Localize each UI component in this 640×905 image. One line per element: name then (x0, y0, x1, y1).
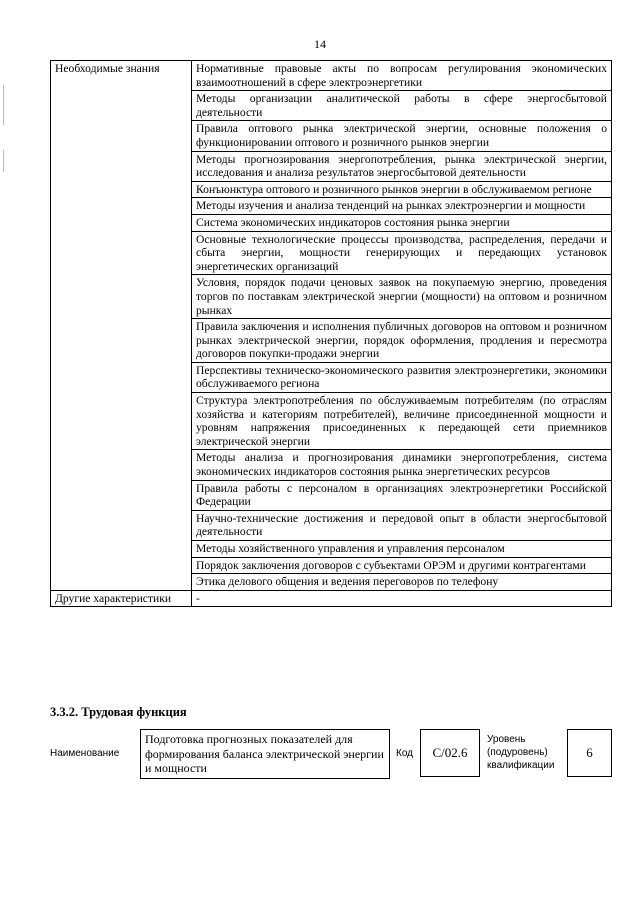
knowledge-item: Перспективы техническо-экономического развития электроэнергетики, экономики обслуживаемого региона (192, 362, 612, 392)
qualification-level-label: Уровень (подуровень) квалификации (487, 734, 555, 771)
knowledge-item: Порядок заключения договоров с субъектами ОРЭМ и другими контрагентами (192, 557, 612, 574)
labor-function-name-label: Наименование (50, 748, 120, 759)
knowledge-item: Методы изучения и анализа тенденций на рынках электроэнергии и мощности (192, 198, 612, 215)
knowledge-item: Методы анализа и прогнозирования динамики энергопотребления, система экономических индикаторов состояния рынка энергетических ресурсов (192, 450, 612, 480)
table-row (51, 590, 612, 607)
scan-margin-mark (3, 150, 4, 172)
knowledge-item: Методы хозяйственного управления и управления персоналом (192, 541, 612, 558)
knowledge-item: Правила заключения и исполнения публичных договоров на оптовом и розничном рынках электрической энергии, порядок оформления, продления и пересмотра договоров покупки-продажи энергии (192, 319, 612, 363)
knowledge-item: Структура электропотребления по обслуживаемым потребителям (по отраслям хозяйства и категориям потребителей), величине присоединенной мощности и уровням напряжения присоединенных к передающей сети приемников электрической энергии (192, 393, 612, 450)
other-characteristics-value: - (192, 590, 612, 607)
knowledge-item: Конъюнктура оптового и розничного рынков энергии в обслуживаемом регионе (192, 181, 612, 198)
page-number: 14 (314, 37, 326, 51)
other-characteristics-label: Другие характеристики (51, 590, 192, 607)
section-heading: 3.3.2. Трудовая функция (50, 705, 187, 719)
knowledge-item: Методы прогнозирования энергопотребления, рынка электрической энергии, исследования и анализа результатов энергосбытовой деятельности (192, 151, 612, 181)
qualification-level-value: 6 (586, 745, 593, 760)
knowledge-item: Методы организации аналитической работы в сфере энергосбытовой деятельности (192, 91, 612, 121)
knowledge-item: Система экономических индикаторов состояния рынка энергии (192, 214, 612, 231)
table-row (51, 61, 612, 91)
labor-function-code (420, 729, 480, 777)
labor-function-code-value: C/02.6 (432, 745, 468, 760)
knowledge-item: Условия, порядок подачи ценовых заявок на покупаемую энергию, проведения торгов по поставкам электрической энергии (мощности) на оптовом и розничном рынках (192, 275, 612, 319)
knowledge-table (50, 60, 612, 607)
knowledge-item: Нормативные правовые акты по вопросам регулирования экономических взаимоотношений в сфере электроэнергетики (192, 61, 612, 91)
knowledge-item: Этика делового общения и ведения переговоров по телефону (192, 574, 612, 591)
labor-function-code-label: Код (396, 748, 414, 759)
knowledge-item: Основные технологические процессы производства, распределения, передачи и сбыта энергии, мощности генерирующих и передающих установок энергетических организаций (192, 231, 612, 275)
labor-function-name: Подготовка прогнозных показателей для формирования баланса электрической энергии и мощности (140, 729, 390, 779)
knowledge-item: Правила работы с персоналом в организациях электроэнергетики Российской Федерации (192, 480, 612, 510)
knowledge-label: Необходимые знания (51, 61, 192, 591)
scan-margin-mark (3, 85, 4, 125)
knowledge-item: Правила оптового рынка электрической энергии, основные положения о функционировании оптового и розничного рынков энергии (192, 121, 612, 151)
knowledge-item: Научно-технические достижения и передовой опыт в области энергосбытовой деятельности (192, 510, 612, 540)
qualification-level (567, 729, 612, 777)
